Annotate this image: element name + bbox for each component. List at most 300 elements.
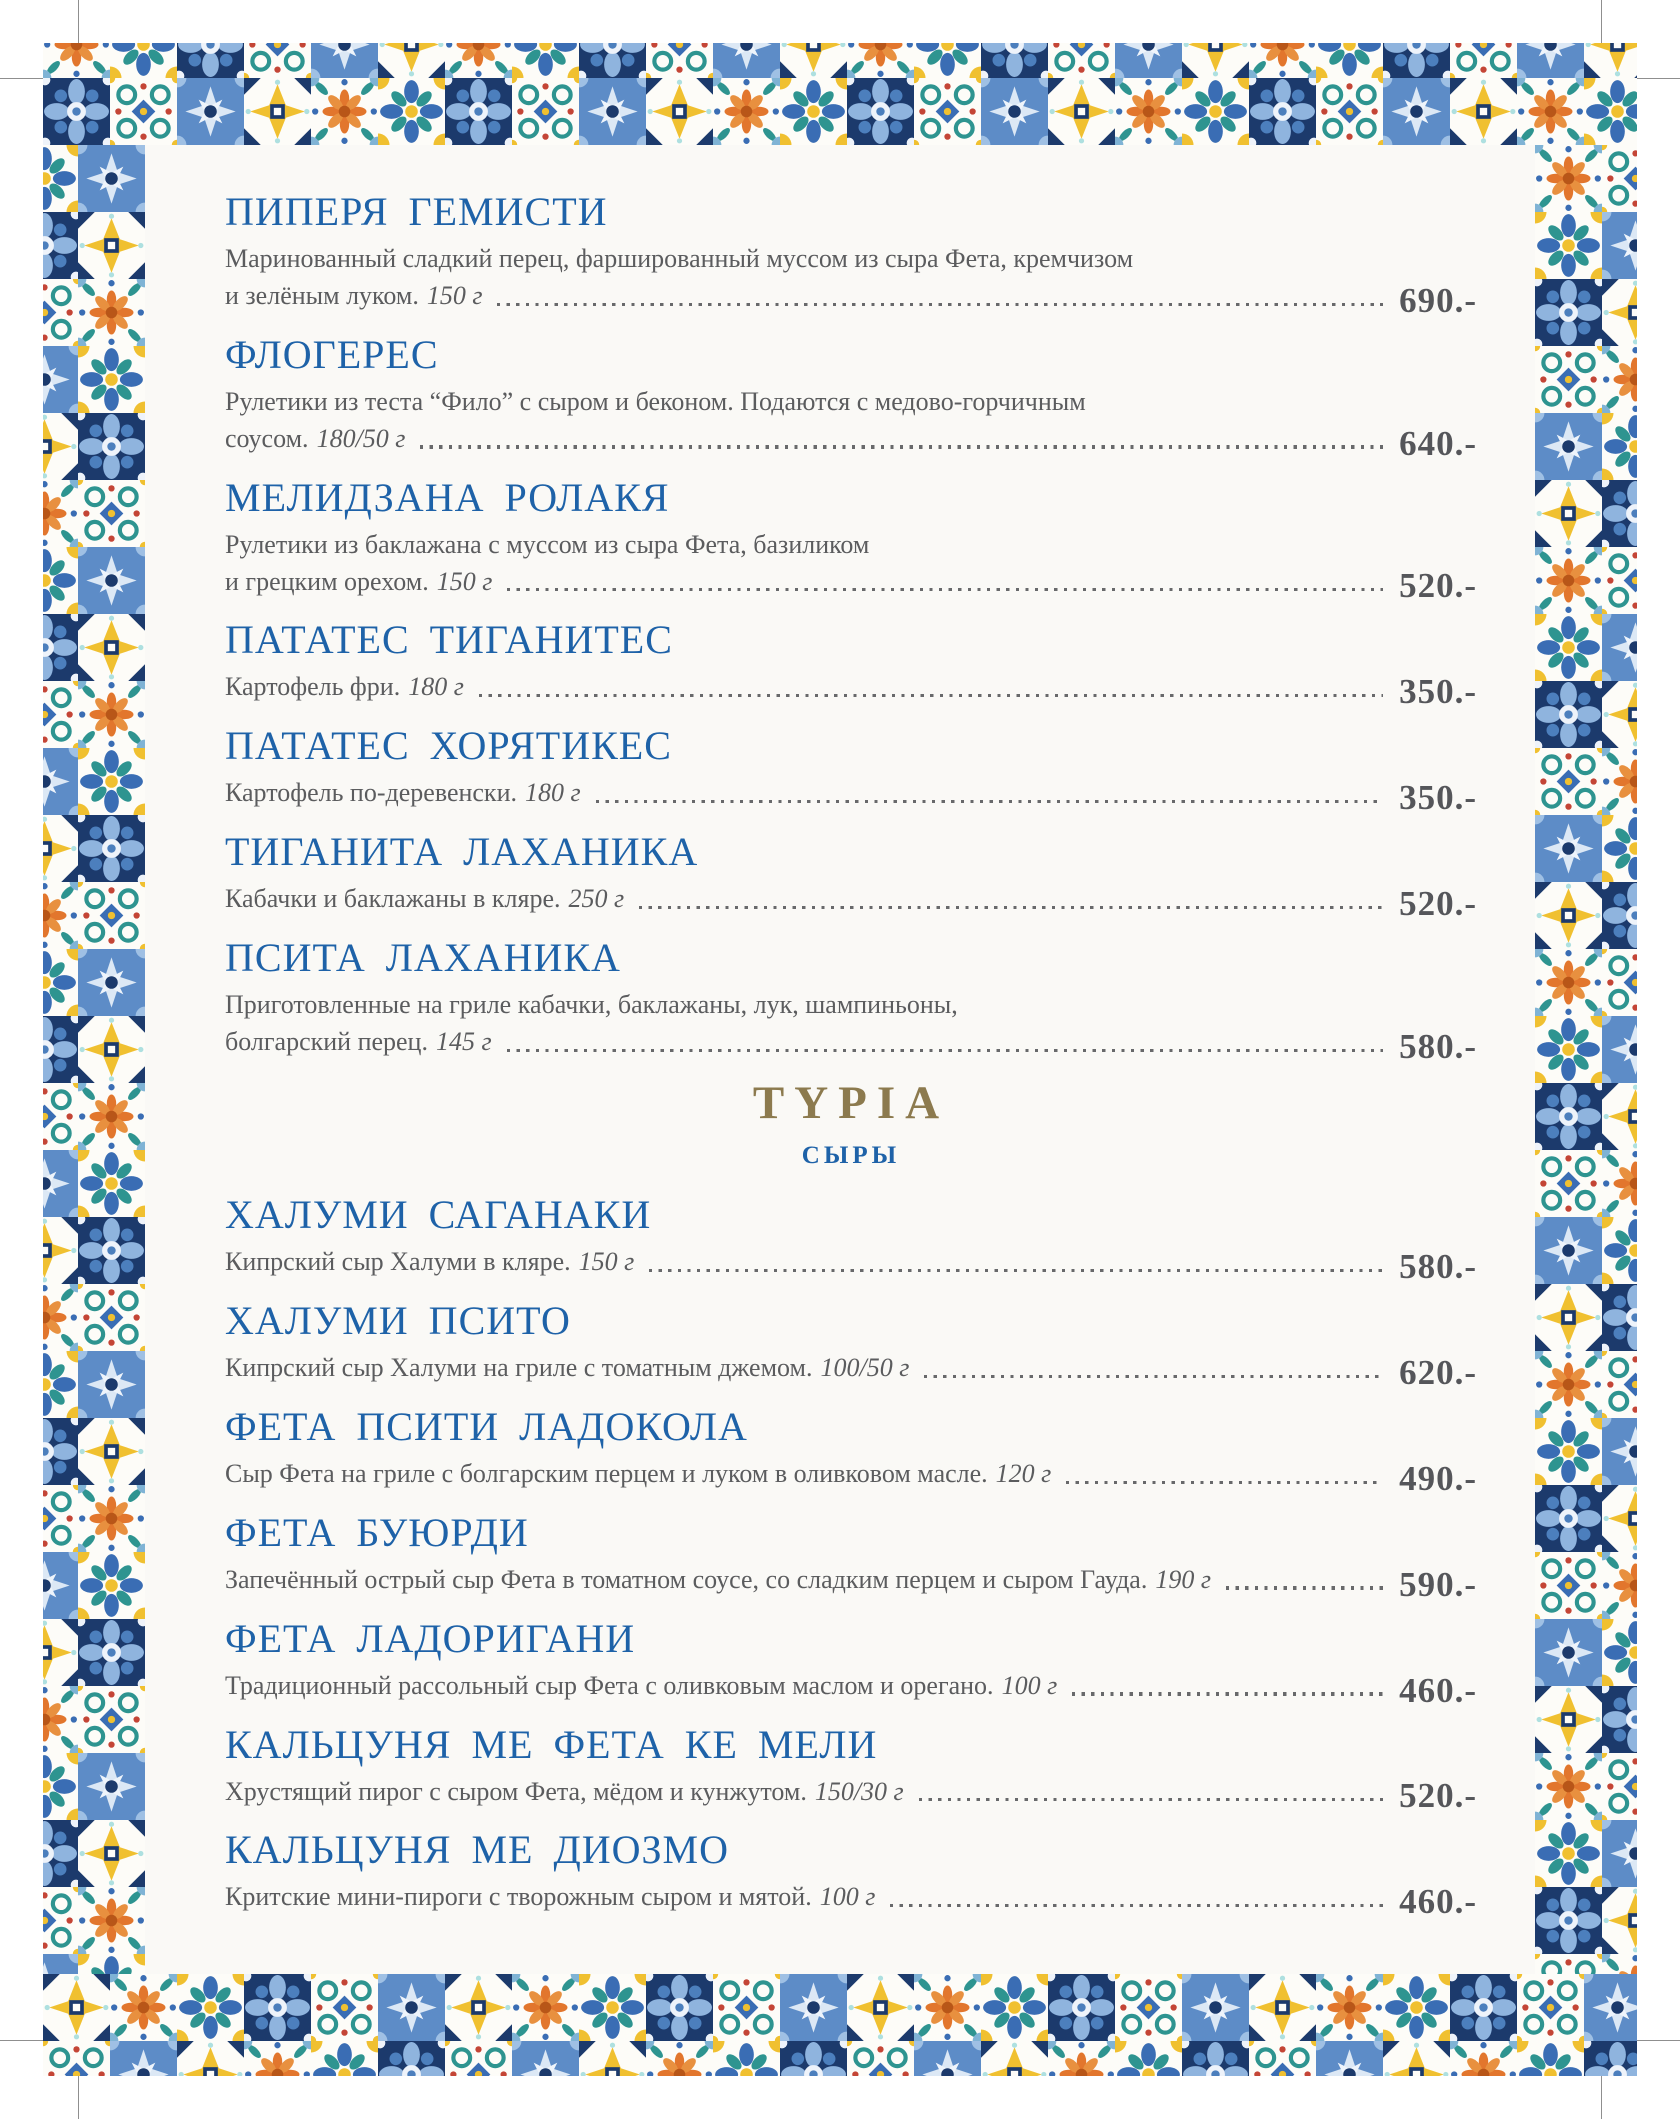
menu-item-description-line2: Хрустящий пирог с сыром Фета, мёдом и кунжутом. 150/30 г — [225, 1776, 904, 1806]
menu-item-description — [225, 384, 1477, 463]
sky-star-tile — [780, 1974, 847, 2041]
navy-rosette-tile — [1535, 279, 1602, 346]
sky-star-tile — [43, 346, 78, 413]
yellow-cross-tile — [78, 1820, 145, 1887]
sky-star-tile — [1602, 1016, 1637, 1083]
navy-rosette-tile — [1535, 681, 1602, 748]
orange-daisy-tile — [244, 2041, 311, 2076]
dotted-leader — [507, 1049, 1383, 1052]
navy-rosette-tile — [78, 1217, 145, 1284]
orange-daisy-tile — [1316, 1974, 1383, 2041]
menu-item-price-row — [225, 1668, 1477, 1710]
menu-item-price: 520.- — [1399, 566, 1477, 606]
sky-star-tile — [1602, 1820, 1637, 1887]
sky-star-tile — [1602, 212, 1637, 279]
navy-rosette-tile — [78, 1619, 145, 1686]
teal-scroll-tile — [1535, 748, 1602, 815]
menu-item-name: ПАТАТЕС ТИГАНИТЕС — [225, 617, 673, 663]
menu-item — [225, 189, 1477, 320]
navy-rosette-tile — [43, 1820, 78, 1887]
menu-item-weight: 250 г — [568, 884, 625, 914]
navy-rosette-tile — [1584, 2041, 1637, 2076]
menu-item-description-line1: Маринованный сладкий перец, фаршированный муссом из сыра Фета, кремчизом — [225, 244, 1134, 273]
menu-item-name: ФЕТА ЛАДОРИГАНИ — [225, 1615, 636, 1661]
menu-item-price: 580.- — [1399, 1246, 1477, 1286]
yellow-cross-tile — [445, 1974, 512, 2041]
teal-scroll-tile — [43, 2041, 110, 2076]
yellow-cross-tile — [1249, 1974, 1316, 2041]
yellow-cross-tile — [1602, 1887, 1637, 1954]
teal-scroll-tile — [1602, 1351, 1637, 1418]
teal-scroll-tile — [1535, 1552, 1602, 1619]
blue-floral-tile — [1182, 78, 1249, 145]
sky-star-tile — [311, 43, 378, 78]
teal-scroll-tile — [1115, 1974, 1182, 2041]
navy-rosette-tile — [378, 2041, 445, 2076]
menu-item-description — [225, 1668, 1477, 1710]
navy-rosette-tile — [177, 43, 244, 78]
blue-floral-tile — [981, 1974, 1048, 2041]
menu-item-price: 490.- — [1399, 1458, 1477, 1498]
menu-item-price-row — [225, 1562, 1477, 1604]
blue-floral-tile — [43, 1753, 78, 1820]
section-subtitle: СЫРЫ — [801, 1141, 901, 1169]
orange-daisy-tile — [311, 78, 378, 145]
sky-star-tile — [78, 949, 145, 1016]
sky-star-tile — [1584, 1974, 1637, 2041]
menu-item-weight: 120 г — [995, 1458, 1052, 1488]
dotted-leader — [497, 303, 1383, 306]
teal-scroll-tile — [244, 43, 311, 78]
orange-daisy-tile — [445, 43, 512, 78]
orange-daisy-tile — [713, 78, 780, 145]
navy-rosette-tile — [43, 1418, 78, 1485]
sky-star-tile — [1602, 1418, 1637, 1485]
menu-item — [225, 1403, 1477, 1498]
menu-item-price-row — [225, 881, 1477, 924]
menu-item-price: 620.- — [1399, 1352, 1477, 1392]
navy-rosette-tile — [1602, 1686, 1637, 1753]
teal-scroll-tile — [1602, 949, 1637, 1016]
teal-scroll-tile — [1316, 78, 1383, 145]
teal-scroll-tile — [512, 78, 579, 145]
menu-item-description — [225, 1879, 1477, 1922]
blue-floral-tile — [78, 346, 145, 413]
tile-border-left — [43, 145, 145, 1974]
teal-scroll-tile — [1535, 1954, 1602, 1974]
menu-item-description — [225, 1244, 1477, 1286]
yellow-cross-tile — [43, 1619, 78, 1686]
teal-scroll-tile — [1249, 2041, 1316, 2076]
dotted-leader — [649, 1269, 1383, 1272]
sky-star-tile — [512, 2041, 579, 2076]
menu-item-description — [225, 881, 1477, 924]
menu-item-weight: 180 г — [408, 672, 464, 702]
sky-star-tile — [1383, 78, 1450, 145]
blue-floral-tile — [1535, 1016, 1602, 1083]
menu-item — [225, 1721, 1477, 1816]
menu-item-price: 580.- — [1399, 1026, 1477, 1066]
sky-star-tile — [78, 1753, 145, 1820]
orange-daisy-tile — [1535, 1753, 1602, 1820]
blue-floral-tile — [1535, 1418, 1602, 1485]
orange-daisy-tile — [78, 279, 145, 346]
blue-floral-tile — [311, 2041, 378, 2076]
menu-item-description-line2: Запечённый острый сыр Фета в томатном соусе, со сладким перцем и сыром Гауда. 190 г — [225, 1564, 1211, 1594]
menu-item — [225, 1191, 1477, 1286]
teal-scroll-tile — [847, 2041, 914, 2076]
orange-daisy-tile — [43, 1284, 78, 1351]
sky-star-tile — [378, 1974, 445, 2041]
menu-item-weight: 180/50 г — [316, 423, 406, 453]
sky-star-tile — [1602, 614, 1637, 681]
menu-item-price-row — [225, 278, 1477, 320]
blue-floral-tile — [43, 547, 78, 614]
navy-rosette-tile — [445, 78, 512, 145]
orange-daisy-tile — [1602, 748, 1637, 815]
menu-item-description-line1: Рулетики из теста “Фило” с сыром и беконом. Подаются с медово-горчичным — [225, 386, 1086, 416]
yellow-cross-tile — [579, 2041, 646, 2076]
dotted-leader — [507, 588, 1383, 591]
menu-item-description — [225, 527, 1477, 606]
yellow-cross-tile — [1602, 279, 1637, 346]
sky-star-tile — [1316, 2041, 1383, 2076]
yellow-cross-tile — [1602, 681, 1637, 748]
yellow-cross-tile — [847, 1974, 914, 2041]
menu-item-price-row — [225, 1244, 1477, 1286]
sky-star-tile — [1115, 43, 1182, 78]
navy-rosette-tile — [1535, 1887, 1602, 1954]
navy-rosette-tile — [1535, 1083, 1602, 1150]
sky-star-tile — [177, 78, 244, 145]
tile-border-right — [1535, 145, 1637, 1974]
teal-scroll-tile — [78, 882, 145, 949]
menu-section-appetizers — [225, 189, 1477, 1066]
menu-item-price-row — [225, 669, 1477, 712]
menu-item-description-line2: Картофель по-деревенски. 180 г — [225, 778, 581, 808]
menu-item-description — [225, 1456, 1477, 1498]
menu-item-price: 520.- — [1399, 884, 1477, 924]
navy-rosette-tile — [43, 212, 78, 279]
orange-daisy-tile — [1602, 1150, 1637, 1217]
blue-floral-tile — [914, 43, 981, 78]
menu-item-name: КАЛЬЦУНЯ МЕ ДИОЗМО — [225, 1827, 729, 1873]
menu-item-name: ТИГАНИТА ЛАХАНИКА — [225, 829, 699, 875]
menu-item-price: 690.- — [1399, 280, 1477, 320]
menu-item-price: 590.- — [1399, 1564, 1477, 1604]
yellow-cross-tile — [43, 413, 78, 480]
sky-star-tile — [1535, 413, 1602, 480]
menu-item-description — [225, 775, 1477, 818]
navy-rosette-tile — [78, 815, 145, 882]
menu-item-price: 350.- — [1399, 778, 1477, 818]
yellow-cross-tile — [43, 815, 78, 882]
navy-rosette-tile — [1450, 1974, 1517, 2041]
navy-rosette-tile — [43, 1016, 78, 1083]
yellow-cross-tile — [177, 2041, 244, 2076]
orange-daisy-tile — [1535, 547, 1602, 614]
teal-scroll-tile — [78, 480, 145, 547]
sky-star-tile — [579, 78, 646, 145]
navy-rosette-tile — [1602, 480, 1637, 547]
menu-item-name: ПСИТА ЛАХАНИКА — [225, 935, 621, 981]
menu-item-price: 460.- — [1399, 1670, 1477, 1710]
menu-item-description — [225, 1562, 1477, 1604]
teal-scroll-tile — [78, 1284, 145, 1351]
menu-item-price-row — [225, 421, 1477, 463]
teal-scroll-tile — [445, 2041, 512, 2076]
blue-floral-tile — [78, 1552, 145, 1619]
orange-daisy-tile — [646, 2041, 713, 2076]
yellow-cross-tile — [43, 1974, 110, 2041]
orange-daisy-tile — [43, 882, 78, 949]
menu-item-price-row — [225, 1456, 1477, 1498]
menu-item-weight: 150 г — [578, 1246, 635, 1276]
dotted-leader — [919, 1798, 1383, 1801]
menu-item-description-line1: Приготовленные на гриле кабачки, баклажаны, лук, шампиньоны, — [225, 990, 958, 1020]
blue-floral-tile — [78, 1150, 145, 1217]
menu-item-weight: 145 г — [435, 1027, 492, 1057]
blue-floral-tile — [43, 145, 78, 212]
yellow-cross-tile — [981, 2041, 1048, 2076]
sky-star-tile — [1535, 1619, 1602, 1686]
orange-daisy-tile — [43, 1686, 78, 1753]
yellow-cross-tile — [1048, 78, 1115, 145]
yellow-cross-tile — [1584, 43, 1637, 78]
navy-rosette-tile — [1182, 2041, 1249, 2076]
blue-floral-tile — [1584, 78, 1637, 145]
blue-floral-tile — [110, 43, 177, 78]
sky-star-tile — [43, 1954, 78, 1974]
teal-scroll-tile — [1535, 1150, 1602, 1217]
menu-item-price-row — [225, 564, 1477, 606]
blue-floral-tile — [1383, 1974, 1450, 2041]
sky-star-tile — [43, 1552, 78, 1619]
yellow-cross-tile — [1602, 1083, 1637, 1150]
tile-border-bottom — [43, 1974, 1637, 2076]
menu-item — [225, 1297, 1477, 1392]
tile-border-top — [43, 43, 1637, 145]
menu-item-description-line2: Традиционный рассольный сыр Фета с оливковым маслом и орегано. 100 г — [225, 1670, 1058, 1700]
menu-item-description-line2: Критские мини-пироги с творожным сыром и мятой. 100 г — [225, 1882, 876, 1912]
blue-floral-tile — [1517, 2041, 1584, 2076]
menu-item-price: 640.- — [1399, 423, 1477, 463]
blue-floral-tile — [1115, 2041, 1182, 2076]
teal-scroll-tile — [1602, 1753, 1637, 1820]
sky-star-tile — [1535, 815, 1602, 882]
dotted-leader — [639, 906, 1383, 909]
menu-item-price-row — [225, 775, 1477, 818]
orange-daisy-tile — [43, 480, 78, 547]
teal-scroll-tile — [110, 78, 177, 145]
navy-rosette-tile — [579, 43, 646, 78]
sky-star-tile — [1182, 1974, 1249, 2041]
menu-item-description — [225, 669, 1477, 712]
menu-item-description-line2: болгарский перец. 145 г — [225, 1027, 492, 1057]
orange-daisy-tile — [43, 43, 110, 78]
orange-daisy-tile — [1602, 1552, 1637, 1619]
teal-scroll-tile — [1517, 1974, 1584, 2041]
blue-floral-tile — [1316, 43, 1383, 78]
yellow-cross-tile — [1535, 1686, 1602, 1753]
yellow-cross-tile — [78, 212, 145, 279]
blue-floral-tile — [579, 1974, 646, 2041]
menu-item-description-line2: Картофель фри. 180 г — [225, 672, 464, 702]
sky-star-tile — [1517, 43, 1584, 78]
menu-item-name: ПИПЕРЯ ГЕМИСТИ — [225, 189, 608, 234]
yellow-cross-tile — [1602, 1485, 1637, 1552]
menu-item-name: ФЕТА БУЮРДИ — [225, 1509, 529, 1555]
blue-floral-tile — [1535, 1820, 1602, 1887]
menu-item — [225, 829, 1477, 924]
sky-star-tile — [43, 1150, 78, 1217]
sky-star-tile — [914, 2041, 981, 2076]
menu-item — [225, 331, 1477, 463]
yellow-cross-tile — [78, 1016, 145, 1083]
menu-item-description-line2: Сыр Фета на гриле с болгарским перцем и луком в оливковом масле. 120 г — [225, 1458, 1052, 1488]
dotted-leader — [1072, 1692, 1383, 1695]
menu-item-weight: 150/30 г — [814, 1776, 904, 1806]
menu-item-description-line2: и зелёным луком. 150 г — [225, 280, 483, 310]
blue-floral-tile — [1535, 212, 1602, 279]
yellow-cross-tile — [1450, 78, 1517, 145]
menu-item — [225, 1509, 1477, 1604]
teal-scroll-tile — [1602, 547, 1637, 614]
orange-daisy-tile — [78, 681, 145, 748]
navy-rosette-tile — [780, 2041, 847, 2076]
orange-daisy-tile — [847, 43, 914, 78]
teal-scroll-tile — [1048, 43, 1115, 78]
menu-item-name: ФЛОГЕРЕС — [225, 331, 439, 377]
navy-rosette-tile — [847, 78, 914, 145]
blue-floral-tile — [78, 748, 145, 815]
dotted-leader — [924, 1375, 1383, 1378]
navy-rosette-tile — [1383, 43, 1450, 78]
orange-daisy-tile — [1602, 346, 1637, 413]
sky-star-tile — [1535, 1217, 1602, 1284]
sky-star-tile — [78, 547, 145, 614]
menu-item-name: МЕЛИДЗАНА РОЛАКЯ — [225, 474, 670, 520]
menu-content — [145, 145, 1535, 1974]
blue-floral-tile — [713, 2041, 780, 2076]
menu-item-price: 350.- — [1399, 672, 1477, 712]
navy-rosette-tile — [1535, 1485, 1602, 1552]
teal-scroll-tile — [713, 1974, 780, 2041]
blue-floral-tile — [177, 1974, 244, 2041]
yellow-cross-tile — [1535, 882, 1602, 949]
orange-daisy-tile — [1249, 43, 1316, 78]
orange-daisy-tile — [78, 1887, 145, 1954]
menu-item-weight: 100/50 г — [820, 1352, 910, 1382]
orange-daisy-tile — [1450, 2041, 1517, 2076]
yellow-cross-tile — [646, 78, 713, 145]
navy-rosette-tile — [1048, 1974, 1115, 2041]
orange-daisy-tile — [914, 1974, 981, 2041]
blue-floral-tile — [780, 78, 847, 145]
menu-item-description-line2: соусом. 180/50 г — [225, 423, 406, 453]
blue-floral-tile — [512, 43, 579, 78]
menu-item-name: ХАЛУМИ САГАНАКИ — [225, 1191, 652, 1237]
orange-daisy-tile — [110, 1974, 177, 2041]
navy-rosette-tile — [1602, 882, 1637, 949]
teal-scroll-tile — [646, 43, 713, 78]
teal-scroll-tile — [43, 1485, 78, 1552]
yellow-cross-tile — [780, 43, 847, 78]
menu-item-weight: 150 г — [426, 280, 483, 310]
yellow-cross-tile — [78, 614, 145, 681]
menu-item-weight: 190 г — [1155, 1564, 1211, 1594]
orange-daisy-tile — [1602, 1954, 1637, 1974]
navy-rosette-tile — [1602, 1284, 1637, 1351]
yellow-cross-tile — [1383, 2041, 1450, 2076]
teal-scroll-tile — [914, 78, 981, 145]
dotted-leader — [479, 694, 1383, 697]
navy-rosette-tile — [78, 413, 145, 480]
sky-star-tile — [78, 145, 145, 212]
dotted-leader — [1226, 1586, 1383, 1589]
orange-daisy-tile — [1535, 949, 1602, 1016]
menu-item-description — [225, 1774, 1477, 1816]
menu-item-description-line2: и грецким орехом. 150 г — [225, 566, 493, 596]
menu-item — [225, 723, 1477, 818]
menu-item-name: КАЛЬЦУНЯ МЕ ФЕТА КЕ МЕЛИ — [225, 1721, 878, 1767]
menu-item-price: 460.- — [1399, 1882, 1477, 1922]
teal-scroll-tile — [311, 1974, 378, 2041]
menu-item-name: ПАТАТЕС ХОРЯТИКЕС — [225, 723, 672, 769]
teal-scroll-tile — [43, 1887, 78, 1954]
teal-scroll-tile — [1602, 145, 1637, 212]
menu-item-description-line2: Кабачки и баклажаны в кляре. 250 г — [225, 884, 625, 914]
menu-item-name: ХАЛУМИ ПСИТО — [225, 1297, 571, 1343]
menu-item-weight: 180 г — [524, 778, 581, 808]
sky-star-tile — [110, 2041, 177, 2076]
orange-daisy-tile — [1535, 1351, 1602, 1418]
orange-daisy-tile — [512, 1974, 579, 2041]
yellow-cross-tile — [1535, 480, 1602, 547]
blue-floral-tile — [1535, 614, 1602, 681]
section-header-cheese — [225, 1076, 1477, 1169]
blue-floral-tile — [378, 78, 445, 145]
yellow-cross-tile — [244, 78, 311, 145]
menu-item — [225, 474, 1477, 606]
sky-star-tile — [43, 748, 78, 815]
navy-rosette-tile — [1249, 78, 1316, 145]
menu-item — [225, 617, 1477, 712]
menu-item-name: ФЕТА ПСИТИ ЛАДОКОЛА — [225, 1403, 748, 1449]
teal-scroll-tile — [1450, 43, 1517, 78]
dotted-leader — [420, 445, 1383, 448]
blue-floral-tile — [78, 1954, 145, 1974]
menu-item-description — [225, 241, 1477, 320]
dotted-leader — [596, 800, 1383, 803]
yellow-cross-tile — [1535, 1284, 1602, 1351]
orange-daisy-tile — [1048, 2041, 1115, 2076]
menu-item — [225, 1827, 1477, 1922]
yellow-cross-tile — [378, 43, 445, 78]
sky-star-tile — [713, 43, 780, 78]
dotted-leader — [1066, 1481, 1383, 1484]
section-title-greek: ΤΥΡΙΑ — [752, 1076, 950, 1129]
yellow-cross-tile — [1182, 43, 1249, 78]
teal-scroll-tile — [78, 1686, 145, 1753]
yellow-cross-tile — [43, 1217, 78, 1284]
menu-section-cheese — [225, 1191, 1477, 1922]
teal-scroll-tile — [1535, 346, 1602, 413]
orange-daisy-tile — [1517, 78, 1584, 145]
blue-floral-tile — [1602, 1619, 1637, 1686]
menu-item-price: 520.- — [1399, 1776, 1477, 1816]
blue-floral-tile — [1602, 1217, 1637, 1284]
